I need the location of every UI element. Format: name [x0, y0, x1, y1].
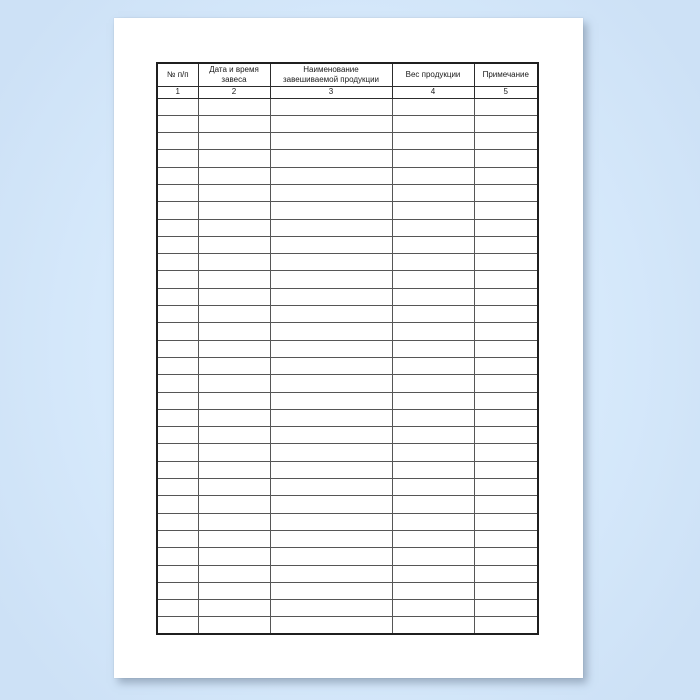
column-number-row	[157, 86, 538, 98]
empty-cell	[198, 392, 270, 409]
empty-cell	[157, 409, 198, 426]
empty-cell	[157, 479, 198, 496]
empty-cell	[474, 548, 538, 565]
empty-cell	[474, 375, 538, 392]
column-header	[157, 63, 198, 86]
empty-cell	[392, 150, 474, 167]
empty-cell	[392, 496, 474, 513]
column-header	[392, 63, 474, 86]
column-number-cell: 1	[157, 86, 198, 98]
column-number-cell: 5	[474, 86, 538, 98]
empty-cell	[157, 288, 198, 305]
empty-row	[157, 98, 538, 115]
empty-cell	[474, 271, 538, 288]
empty-cell	[198, 306, 270, 323]
empty-cell	[198, 98, 270, 115]
empty-cell	[198, 513, 270, 530]
empty-cell	[392, 271, 474, 288]
empty-row	[157, 479, 538, 496]
empty-cell	[198, 184, 270, 201]
empty-cell	[392, 427, 474, 444]
empty-cell	[474, 288, 538, 305]
empty-cell	[157, 167, 198, 184]
empty-row	[157, 306, 538, 323]
empty-cell	[392, 513, 474, 530]
empty-cell	[198, 323, 270, 340]
empty-cell	[270, 150, 392, 167]
column-header	[198, 63, 270, 86]
empty-cell	[157, 150, 198, 167]
empty-cell	[474, 427, 538, 444]
empty-cell	[270, 444, 392, 461]
empty-cell	[474, 409, 538, 426]
header-row	[157, 63, 538, 86]
empty-cell	[474, 98, 538, 115]
empty-cell	[474, 340, 538, 357]
empty-cell	[270, 392, 392, 409]
empty-row	[157, 530, 538, 547]
column-number-cell: 3	[270, 86, 392, 98]
empty-row	[157, 202, 538, 219]
empty-cell	[198, 427, 270, 444]
empty-cell	[270, 306, 392, 323]
empty-cell	[392, 565, 474, 582]
empty-cell	[270, 513, 392, 530]
column-header-line: № п/п	[166, 70, 189, 80]
empty-cell	[270, 427, 392, 444]
empty-cell	[270, 323, 392, 340]
empty-cell	[198, 600, 270, 617]
empty-cell	[157, 513, 198, 530]
empty-cell	[198, 271, 270, 288]
empty-cell	[157, 582, 198, 599]
empty-cell	[392, 219, 474, 236]
empty-row	[157, 254, 538, 271]
empty-cell	[157, 254, 198, 271]
empty-cell	[198, 167, 270, 184]
empty-row	[157, 167, 538, 184]
empty-cell	[392, 375, 474, 392]
empty-cell	[157, 375, 198, 392]
empty-cell	[474, 496, 538, 513]
empty-cell	[392, 479, 474, 496]
empty-cell	[270, 548, 392, 565]
empty-cell	[198, 375, 270, 392]
column-header	[270, 63, 392, 86]
empty-cell	[157, 548, 198, 565]
empty-cell	[270, 582, 392, 599]
empty-row	[157, 409, 538, 426]
empty-row	[157, 288, 538, 305]
empty-cell	[157, 496, 198, 513]
empty-cell	[474, 600, 538, 617]
empty-cell	[157, 115, 198, 132]
empty-row	[157, 150, 538, 167]
empty-cell	[392, 461, 474, 478]
empty-cell	[392, 288, 474, 305]
empty-cell	[198, 565, 270, 582]
empty-cell	[198, 150, 270, 167]
empty-cell	[270, 479, 392, 496]
empty-cell	[392, 184, 474, 201]
empty-cell	[157, 530, 198, 547]
empty-row	[157, 340, 538, 357]
empty-cell	[474, 219, 538, 236]
empty-row	[157, 427, 538, 444]
empty-row	[157, 496, 538, 513]
empty-row	[157, 461, 538, 478]
empty-cell	[474, 133, 538, 150]
empty-cell	[392, 98, 474, 115]
empty-cell	[474, 530, 538, 547]
empty-cell	[198, 254, 270, 271]
empty-cell	[270, 236, 392, 253]
empty-cell	[474, 167, 538, 184]
empty-row	[157, 236, 538, 253]
empty-cell	[270, 357, 392, 374]
empty-row	[157, 582, 538, 599]
empty-row	[157, 375, 538, 392]
empty-cell	[270, 409, 392, 426]
empty-cell	[270, 98, 392, 115]
empty-cell	[474, 323, 538, 340]
empty-cell	[474, 479, 538, 496]
empty-cell	[474, 115, 538, 132]
weighing-log-table	[156, 62, 539, 635]
empty-cell	[157, 461, 198, 478]
empty-cell	[392, 392, 474, 409]
empty-cell	[157, 236, 198, 253]
empty-row	[157, 444, 538, 461]
empty-cell	[392, 254, 474, 271]
empty-cell	[270, 184, 392, 201]
empty-cell	[198, 409, 270, 426]
table-body	[157, 98, 538, 634]
empty-cell	[270, 617, 392, 634]
empty-cell	[198, 582, 270, 599]
empty-cell	[157, 340, 198, 357]
column-header	[474, 63, 538, 86]
empty-cell	[270, 115, 392, 132]
empty-cell	[198, 219, 270, 236]
column-header-line: Дата и время	[209, 65, 259, 75]
empty-cell	[392, 115, 474, 132]
empty-cell	[270, 565, 392, 582]
empty-row	[157, 133, 538, 150]
empty-row	[157, 219, 538, 236]
empty-cell	[392, 600, 474, 617]
empty-cell	[198, 461, 270, 478]
empty-cell	[392, 340, 474, 357]
empty-row	[157, 565, 538, 582]
empty-cell	[157, 98, 198, 115]
empty-cell	[270, 202, 392, 219]
empty-cell	[157, 565, 198, 582]
empty-cell	[157, 184, 198, 201]
empty-cell	[392, 582, 474, 599]
empty-cell	[198, 202, 270, 219]
column-header-line: Вес продукции	[405, 70, 461, 80]
empty-cell	[157, 427, 198, 444]
empty-cell	[198, 444, 270, 461]
empty-row	[157, 271, 538, 288]
empty-cell	[198, 496, 270, 513]
empty-cell	[474, 582, 538, 599]
table-head	[157, 63, 538, 98]
empty-cell	[474, 565, 538, 582]
empty-cell	[157, 133, 198, 150]
empty-cell	[157, 392, 198, 409]
empty-cell	[270, 496, 392, 513]
empty-cell	[270, 340, 392, 357]
empty-cell	[270, 375, 392, 392]
column-number-cell: 4	[392, 86, 474, 98]
empty-cell	[157, 202, 198, 219]
empty-cell	[198, 530, 270, 547]
empty-cell	[198, 236, 270, 253]
empty-cell	[474, 461, 538, 478]
column-header-line: Примечание	[482, 70, 529, 80]
empty-cell	[392, 202, 474, 219]
empty-cell	[270, 530, 392, 547]
empty-cell	[198, 617, 270, 634]
empty-cell	[392, 617, 474, 634]
empty-row	[157, 548, 538, 565]
empty-cell	[474, 236, 538, 253]
empty-cell	[474, 254, 538, 271]
empty-cell	[392, 530, 474, 547]
empty-cell	[392, 133, 474, 150]
empty-row	[157, 617, 538, 634]
empty-cell	[474, 184, 538, 201]
empty-cell	[474, 357, 538, 374]
empty-cell	[270, 271, 392, 288]
empty-cell	[198, 288, 270, 305]
column-header-line: завеса	[221, 74, 247, 84]
column-number-cell: 2	[198, 86, 270, 98]
empty-cell	[392, 444, 474, 461]
empty-cell	[270, 254, 392, 271]
empty-cell	[474, 444, 538, 461]
empty-cell	[392, 357, 474, 374]
empty-cell	[392, 306, 474, 323]
empty-cell	[198, 133, 270, 150]
empty-row	[157, 392, 538, 409]
empty-cell	[474, 202, 538, 219]
empty-cell	[270, 600, 392, 617]
column-header-line: завешиваемой продукции	[282, 74, 380, 84]
empty-row	[157, 513, 538, 530]
empty-row	[157, 184, 538, 201]
empty-cell	[270, 133, 392, 150]
empty-cell	[270, 288, 392, 305]
empty-cell	[474, 306, 538, 323]
empty-cell	[474, 150, 538, 167]
empty-row	[157, 357, 538, 374]
empty-cell	[474, 513, 538, 530]
empty-cell	[474, 617, 538, 634]
empty-cell	[270, 219, 392, 236]
document-page	[114, 18, 583, 678]
empty-cell	[157, 219, 198, 236]
column-header-line: Наименование	[303, 65, 359, 75]
empty-cell	[198, 548, 270, 565]
empty-row	[157, 323, 538, 340]
empty-cell	[392, 548, 474, 565]
empty-cell	[198, 115, 270, 132]
empty-cell	[270, 461, 392, 478]
empty-cell	[157, 357, 198, 374]
empty-cell	[198, 357, 270, 374]
empty-cell	[157, 306, 198, 323]
empty-cell	[392, 236, 474, 253]
empty-cell	[392, 409, 474, 426]
empty-cell	[157, 600, 198, 617]
empty-cell	[392, 323, 474, 340]
empty-cell	[157, 323, 198, 340]
empty-cell	[157, 271, 198, 288]
empty-cell	[198, 479, 270, 496]
empty-cell	[157, 444, 198, 461]
empty-cell	[474, 392, 538, 409]
empty-cell	[198, 340, 270, 357]
empty-row	[157, 600, 538, 617]
empty-cell	[270, 167, 392, 184]
empty-cell	[157, 617, 198, 634]
empty-cell	[392, 167, 474, 184]
empty-row	[157, 115, 538, 132]
